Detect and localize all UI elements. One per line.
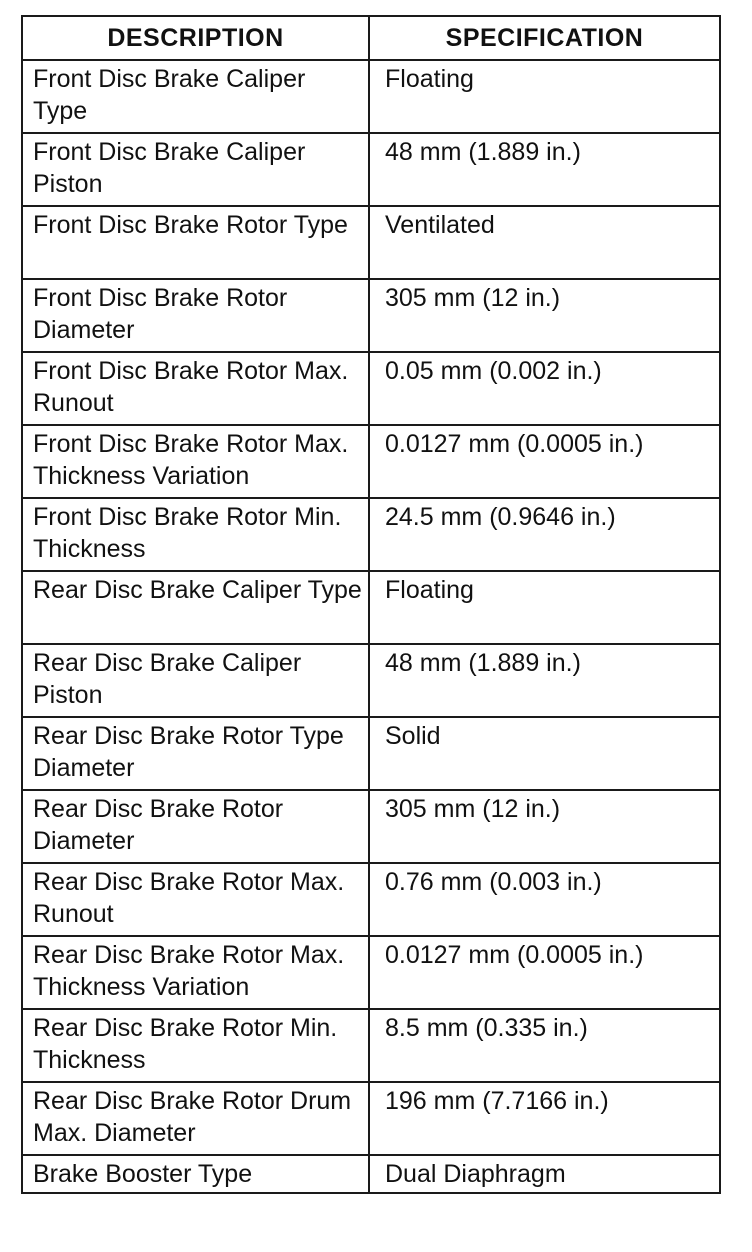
description-cell: Front Disc Brake Rotor Type — [22, 206, 369, 279]
table-row — [22, 425, 720, 498]
table-row — [22, 717, 720, 790]
table-row — [22, 279, 720, 352]
specification-cell: 305 mm (12 in.) — [369, 279, 720, 352]
table-row — [22, 790, 720, 863]
specification-column-header: SPECIFICATION — [369, 16, 720, 60]
description-cell: Rear Disc Brake Rotor Diameter — [22, 790, 369, 863]
table-row — [22, 936, 720, 1009]
specification-cell: 24.5 mm (0.9646 in.) — [369, 498, 720, 571]
specification-cell: Dual Diaphragm — [369, 1155, 720, 1193]
description-cell: Rear Disc Brake Rotor Max. Runout — [22, 863, 369, 936]
table-row — [22, 352, 720, 425]
table-row — [22, 206, 720, 279]
specification-cell: Floating — [369, 571, 720, 644]
description-cell: Front Disc Brake Caliper Piston — [22, 133, 369, 206]
description-column-header: DESCRIPTION — [22, 16, 369, 60]
brake-specification-table — [21, 15, 721, 1194]
specification-cell: 0.0127 mm (0.0005 in.) — [369, 936, 720, 1009]
description-cell: Front Disc Brake Caliper Type — [22, 60, 369, 133]
description-cell: Rear Disc Brake Caliper Type — [22, 571, 369, 644]
description-cell: Front Disc Brake Rotor Max. Thickness Variation — [22, 425, 369, 498]
table-row — [22, 571, 720, 644]
description-cell: Front Disc Brake Rotor Diameter — [22, 279, 369, 352]
table-row — [22, 863, 720, 936]
specification-cell: 0.05 mm (0.002 in.) — [369, 352, 720, 425]
table-row — [22, 498, 720, 571]
table-row — [22, 1009, 720, 1082]
specification-cell: 305 mm (12 in.) — [369, 790, 720, 863]
description-cell: Front Disc Brake Rotor Min. Thickness — [22, 498, 369, 571]
specification-cell: Ventilated — [369, 206, 720, 279]
description-cell: Rear Disc Brake Rotor Drum Max. Diameter — [22, 1082, 369, 1155]
specification-cell: 48 mm (1.889 in.) — [369, 133, 720, 206]
table-row — [22, 1082, 720, 1155]
table-header-row — [22, 16, 720, 60]
specification-cell: Solid — [369, 717, 720, 790]
specification-cell: 0.0127 mm (0.0005 in.) — [369, 425, 720, 498]
description-cell: Rear Disc Brake Rotor Type Diameter — [22, 717, 369, 790]
table-row — [22, 1155, 720, 1193]
description-cell: Brake Booster Type — [22, 1155, 369, 1193]
description-cell: Rear Disc Brake Rotor Min. Thickness — [22, 1009, 369, 1082]
table-row — [22, 133, 720, 206]
specification-cell: 48 mm (1.889 in.) — [369, 644, 720, 717]
description-cell: Rear Disc Brake Rotor Max. Thickness Variation — [22, 936, 369, 1009]
table-row — [22, 644, 720, 717]
description-cell: Rear Disc Brake Caliper Piston — [22, 644, 369, 717]
specification-cell: 0.76 mm (0.003 in.) — [369, 863, 720, 936]
table-row — [22, 60, 720, 133]
specification-cell: 196 mm (7.7166 in.) — [369, 1082, 720, 1155]
specification-cell: Floating — [369, 60, 720, 133]
description-cell: Front Disc Brake Rotor Max. Runout — [22, 352, 369, 425]
specification-cell: 8.5 mm (0.335 in.) — [369, 1009, 720, 1082]
